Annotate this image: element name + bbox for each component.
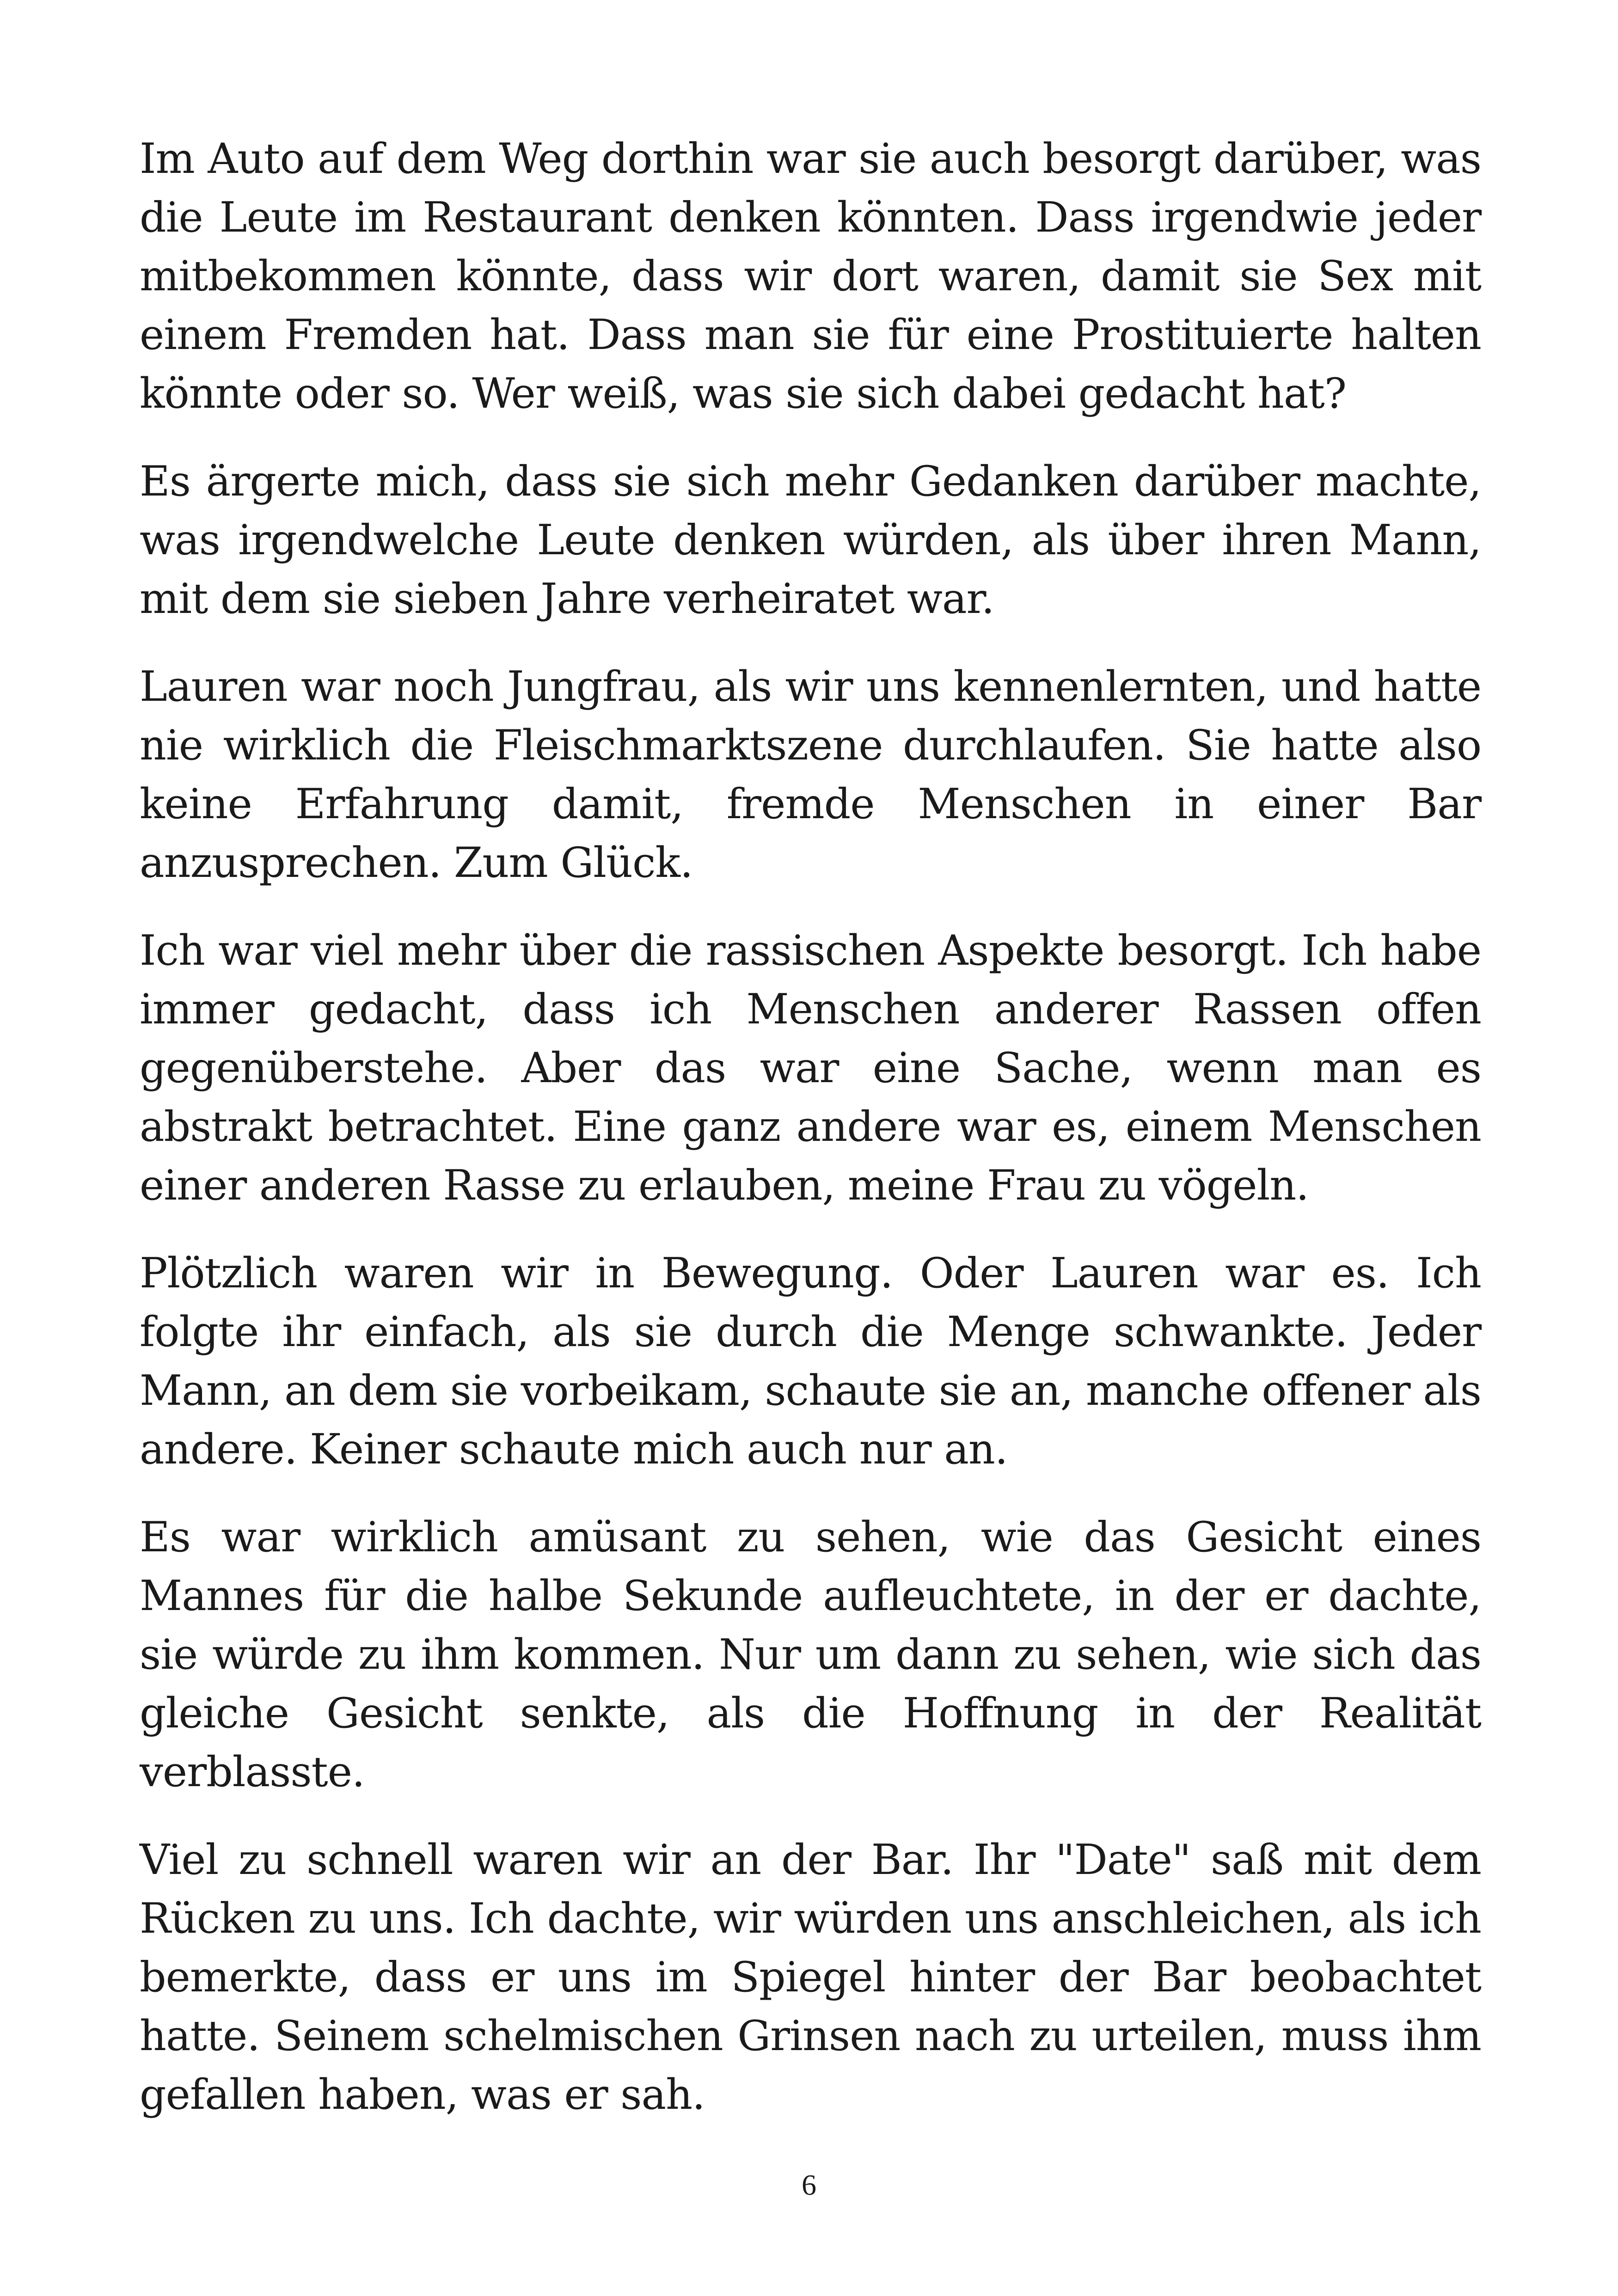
- paragraph-4: Ich war viel mehr über die rassischen Aspekte besorgt. Ich habe immer gedacht, dass ich Menschen anderer Rassen offen gegenüberstehe. Aber das war eine Sache, wenn man es abstrakt betrachtet. Eine ganz andere war es, einem Menschen einer anderen Rasse zu erlauben, meine Frau zu vögeln.: [140, 926, 1481, 1210]
- paragraph-5: Plötzlich waren wir in Bewegung. Oder Lauren war es. Ich folgte ihr einfach, als sie durch die Menge schwankte. Jeder Mann, an dem sie vorbeikam, schaute sie an, manche offener als andere. Keiner schaute mich auch nur an.: [140, 1249, 1481, 1474]
- paragraph-3: Lauren war noch Jungfrau, als wir uns kennenlernten, und hatte nie wirklich die Fleischmarktszene durchlaufen. Sie hatte also keine Erfahrung damit, fremde Menschen in einer Bar anzusprechen. Zum Glück.: [140, 662, 1481, 887]
- page-number: 6: [802, 2168, 816, 2201]
- paragraph-6: Es war wirklich amüsant zu sehen, wie das Gesicht eines Mannes für die halbe Sekunde aufleuchtete, in der er dachte, sie würde zu ihm kommen. Nur um dann zu sehen, wie sich das gleiche Gesicht senkte, als die Hoffnung in der Realität verblasste.: [140, 1513, 1481, 1796]
- body-text: [140, 129, 1481, 2124]
- paragraph-2: Es ärgerte mich, dass sie sich mehr Gedanken darüber machte, was irgendwelche Leute denken würden, als über ihren Mann, mit dem sie sieben Jahre verheiratet war.: [140, 457, 1481, 623]
- paragraph-1: Im Auto auf dem Weg dorthin war sie auch besorgt darüber, was die Leute im Restaurant denken könnten. Dass irgendwie jeder mitbekommen könnte, dass wir dort waren, damit sie Sex mit einem Fremden hat. Dass man sie für eine Prostituierte halten könnte oder so. Wer weiß, was sie sich dabei gedacht hat?: [140, 135, 1481, 418]
- paragraph-7: Viel zu schnell waren wir an der Bar. Ihr "Date" saß mit dem Rücken zu uns. Ich dachte, wir würden uns anschleichen, als ich bemerkte, dass er uns im Spiegel hinter der Bar beobachtet hatte. Seinem schelmischen Grinsen nach zu urteilen, muss ihm gefallen haben, was er sah.: [140, 1836, 1481, 2119]
